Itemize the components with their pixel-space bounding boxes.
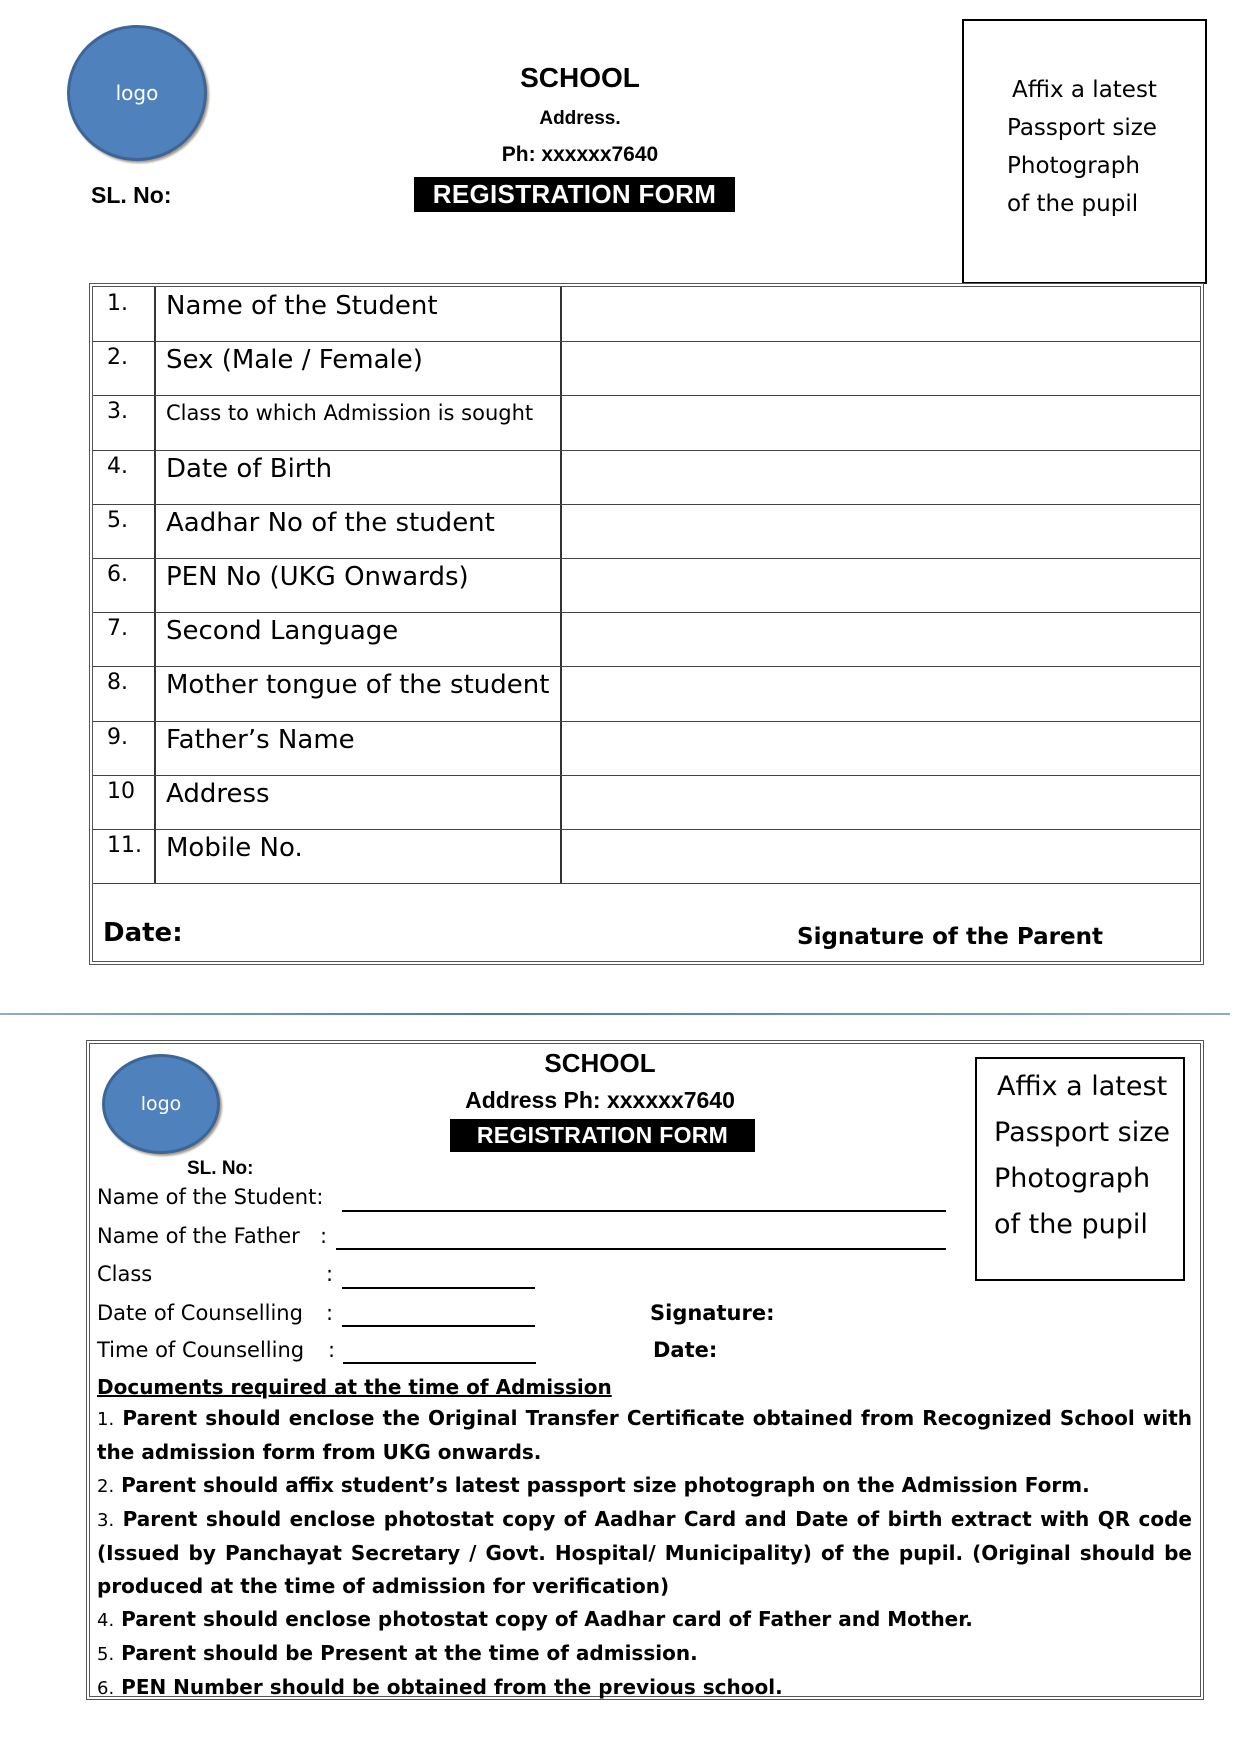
row-value-field[interactable] (563, 450, 1200, 504)
row-value-field[interactable] (563, 666, 1200, 720)
documents-list (97, 1402, 1192, 1705)
document-num: 3. (97, 1510, 115, 1531)
row-value-field[interactable] (563, 612, 1200, 666)
signature-label: Signature: (650, 1301, 775, 1325)
student-name-line[interactable] (342, 1188, 946, 1212)
row-value-field[interactable] (563, 287, 1200, 341)
field-label-time-of-counselling: Time of Counselling (97, 1338, 305, 1362)
document-text: Parent should enclose the Original Transfer Certificate obtained from Recognized School with the admission form from UKG onwards. (97, 1406, 1193, 1464)
row-value-field[interactable] (563, 395, 1200, 449)
field-colon: : (326, 1301, 334, 1325)
document-text: PEN Number should be obtained from the previous school. (121, 1675, 783, 1699)
photo-box (962, 19, 1207, 284)
photo-box-line: Photograph (1007, 153, 1140, 179)
table-row (93, 775, 1200, 830)
photo-box-line: of the pupil (1007, 191, 1139, 217)
row-number: 11. (107, 833, 142, 858)
row-label: Aadhar No of the student (166, 507, 495, 538)
document-item (97, 1503, 1192, 1603)
logo-label: logo (115, 81, 159, 105)
row-value-field[interactable] (563, 504, 1200, 558)
document-num: 1. (97, 1409, 115, 1430)
photo-box (975, 1057, 1185, 1281)
cut-line-divider (0, 1013, 1230, 1015)
document-item (97, 1603, 1192, 1637)
row-number: 9. (107, 724, 128, 750)
field-label-father-name: Name of the Father (97, 1224, 300, 1248)
row-number: 2. (107, 345, 128, 371)
photo-box-line: Passport size (994, 1117, 1171, 1148)
school-address-phone: Address Ph: xxxxxx7640 (465, 1087, 735, 1113)
document-text: Parent should affix student’s latest passport size photograph on the Admission Form. (121, 1473, 1090, 1497)
school-logo (102, 1054, 220, 1154)
row-label: Date of Birth (166, 453, 333, 484)
table-row (93, 395, 1200, 450)
row-number: 10 (107, 778, 135, 804)
logo-label: logo (140, 1093, 182, 1115)
form-title: REGISTRATION FORM (450, 1119, 755, 1152)
field-label-date-of-counselling: Date of Counselling (97, 1301, 303, 1325)
table-row (93, 341, 1200, 396)
document-item (97, 1637, 1192, 1671)
registration-table (89, 283, 1204, 965)
document-item (97, 1469, 1192, 1503)
row-value-field[interactable] (563, 558, 1200, 612)
date-label: Date: (653, 1338, 718, 1362)
row-number: 6. (107, 562, 128, 587)
field-colon: : (326, 1262, 334, 1286)
document-num: 4. (97, 1610, 115, 1631)
parent-signature-label: Signature of the Parent (797, 924, 1103, 950)
document-item (97, 1402, 1192, 1469)
time-of-counselling-line[interactable] (343, 1340, 536, 1364)
documents-heading: Documents required at the time of Admission (97, 1375, 612, 1399)
table-row (93, 504, 1200, 559)
table-row (93, 721, 1200, 776)
school-name: SCHOOL (520, 62, 640, 93)
row-number: 8. (107, 670, 128, 696)
date-label: Date: (103, 918, 183, 948)
photo-box-line: Affix a latest (997, 1071, 1168, 1102)
document-num: 6. (97, 1678, 115, 1699)
document-text: Parent should enclose photostat copy of Aadhar Card and Date of birth extract with QR code (Issued by Panchayat Secretary / Govt. Hospital/ Municipality) of the pupil. (Original should be produced at the time of admission for verification) (97, 1507, 1192, 1598)
row-value-field[interactable] (563, 775, 1200, 829)
table-row (93, 558, 1200, 613)
row-label: Father’s Name (166, 724, 355, 755)
row-label: Class to which Admission is sought (166, 401, 534, 426)
row-label: Sex (Male / Female) (166, 345, 423, 376)
table-row (93, 287, 1200, 342)
row-value-field[interactable] (563, 341, 1200, 395)
row-number: 4. (107, 453, 128, 479)
document-text: Parent should enclose photostat copy of Aadhar card of Father and Mother. (114, 1607, 973, 1631)
photo-box-line: Photograph (994, 1163, 1151, 1194)
date-of-counselling-line[interactable] (342, 1303, 535, 1327)
photo-box-line: Passport size (1007, 115, 1157, 141)
row-label: Name of the Student (166, 291, 438, 321)
row-number: 7. (107, 616, 128, 642)
document-text: Parent should be Present at the time of admission. (121, 1641, 698, 1665)
document-num: 2. (97, 1476, 115, 1497)
field-label-student-name: Name of the Student: (97, 1185, 324, 1209)
school-address: Address. (539, 108, 621, 129)
sl-no-label: SL. No: (91, 182, 172, 208)
row-label: PEN No (UKG Onwards) (166, 562, 469, 592)
document-num: 5. (97, 1644, 115, 1665)
table-row (93, 666, 1200, 721)
row-value-field[interactable] (563, 829, 1200, 883)
row-label: Mobile No. (166, 833, 303, 863)
sl-no-label: SL. No: (187, 1158, 254, 1179)
field-label-class: Class (97, 1262, 153, 1286)
table-row (93, 829, 1200, 884)
row-value-field[interactable] (563, 721, 1200, 775)
class-line[interactable] (342, 1265, 535, 1289)
row-number: 5. (107, 507, 128, 533)
row-label: Mother tongue of the student (166, 670, 550, 701)
father-name-line[interactable] (336, 1226, 946, 1250)
row-number: 3. (107, 399, 128, 425)
table-row (93, 612, 1200, 667)
photo-box-line: Affix a latest (1012, 77, 1157, 103)
school-name: SCHOOL (544, 1048, 656, 1078)
school-phone: Ph: xxxxxx7640 (501, 143, 659, 166)
row-label: Address (166, 778, 270, 809)
table-row (93, 450, 1200, 505)
row-number: 1. (107, 291, 128, 316)
form-title: REGISTRATION FORM (414, 177, 735, 212)
field-colon: : (320, 1224, 328, 1248)
school-logo (67, 25, 207, 161)
row-label: Second Language (166, 616, 399, 647)
photo-box-line: of the pupil (994, 1209, 1148, 1240)
document-item (97, 1671, 1192, 1705)
field-colon: : (328, 1338, 336, 1362)
